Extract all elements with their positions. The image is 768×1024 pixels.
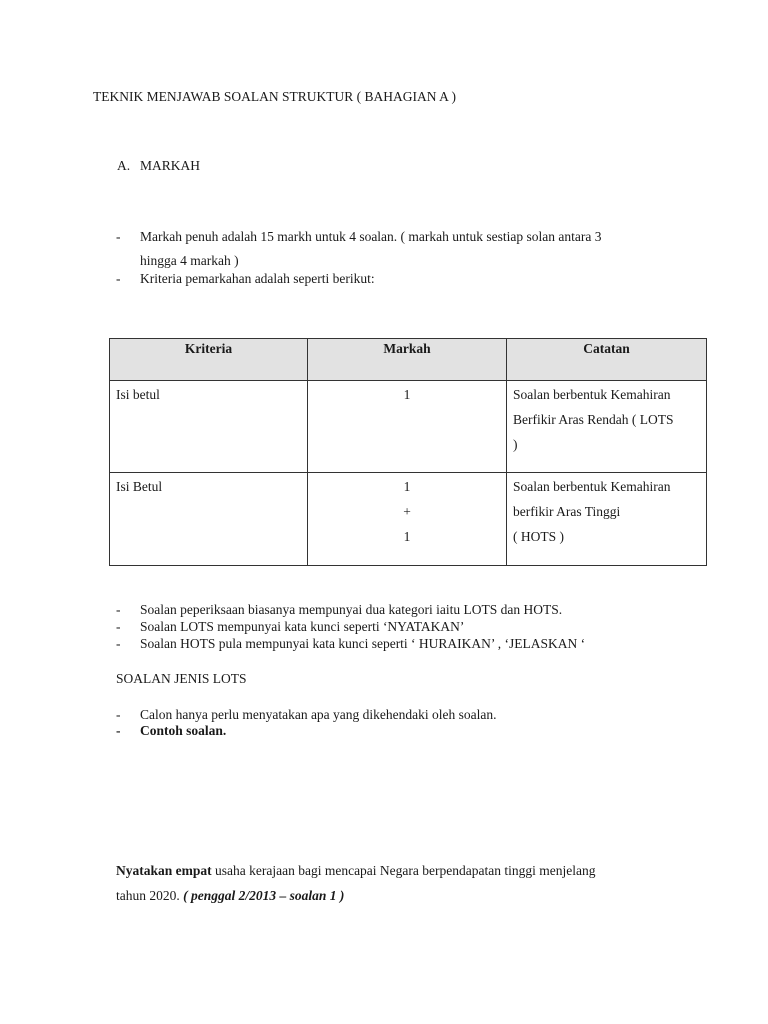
criteria-table	[109, 338, 707, 566]
bullet-dash: -	[116, 229, 121, 244]
bullet-dash: -	[116, 707, 121, 722]
cell-catatan: Soalan berbentuk Kemahiran Berfikir Aras Rendah ( LOTS )	[507, 381, 707, 473]
bullet-dash: -	[116, 271, 121, 286]
bullet-categories: Soalan peperiksaan biasanya mempunyai dua kategori iaitu LOTS dan HOTS.	[140, 602, 563, 617]
cell-markah: 1	[308, 381, 507, 473]
bullet-contoh-soalan: Contoh soalan.	[140, 723, 227, 738]
question-text: usaha kerajaan bagi mencapai Negara berpendapatan tinggi menjelang	[211, 863, 596, 878]
bullet-full-marks-line2: hingga 4 markah )	[140, 253, 239, 268]
table-row	[110, 381, 707, 473]
question-citation: ( penggal 2/2013 – soalan 1 )	[183, 888, 345, 903]
header-kriteria: Kriteria	[110, 339, 308, 381]
bullet-dash: -	[116, 619, 121, 634]
question-bold-lead: Nyatakan empat	[116, 863, 212, 878]
bullet-criteria: Kriteria pemarkahan adalah seperti berikut:	[140, 271, 375, 286]
bullet-lots-keyword: Soalan LOTS mempunyai kata kunci seperti ‘NYATAKAN’	[140, 619, 465, 634]
table-row	[110, 473, 707, 566]
header-markah: Markah	[308, 339, 507, 381]
section-a-letter: A.	[117, 158, 131, 173]
bullet-hots-keyword: Soalan HOTS pula mempunyai kata kunci seperti ‘ HURAIKAN’ , ‘JELASKAN ‘	[140, 636, 586, 651]
header-catatan: Catatan	[507, 339, 707, 381]
bullet-dash: -	[116, 723, 121, 738]
cell-catatan: Soalan berbentuk Kemahiran berfikir Aras Tinggi ( HOTS )	[507, 473, 707, 566]
bullet-calon: Calon hanya perlu menyatakan apa yang dikehendaki oleh soalan.	[140, 707, 497, 722]
section-a-heading: MARKAH	[140, 158, 201, 173]
cell-markah: 1 + 1	[308, 473, 507, 566]
bullet-dash: -	[116, 602, 121, 617]
bullet-full-marks-line1: Markah penuh adalah 15 markh untuk 4 soalan. ( markah untuk sestiap solan antara 3	[140, 229, 602, 244]
table-header-row	[110, 339, 707, 381]
bullet-dash: -	[116, 636, 121, 651]
question-line1	[116, 863, 595, 879]
page-title: TEKNIK MENJAWAB SOALAN STRUKTUR ( BAHAGIAN A )	[93, 89, 457, 104]
cell-kriteria: Isi Betul	[110, 473, 308, 566]
question-line2	[116, 888, 344, 904]
lots-heading: SOALAN JENIS LOTS	[116, 671, 247, 686]
question-text-cont: tahun 2020.	[116, 888, 184, 903]
cell-kriteria: Isi betul	[110, 381, 308, 473]
